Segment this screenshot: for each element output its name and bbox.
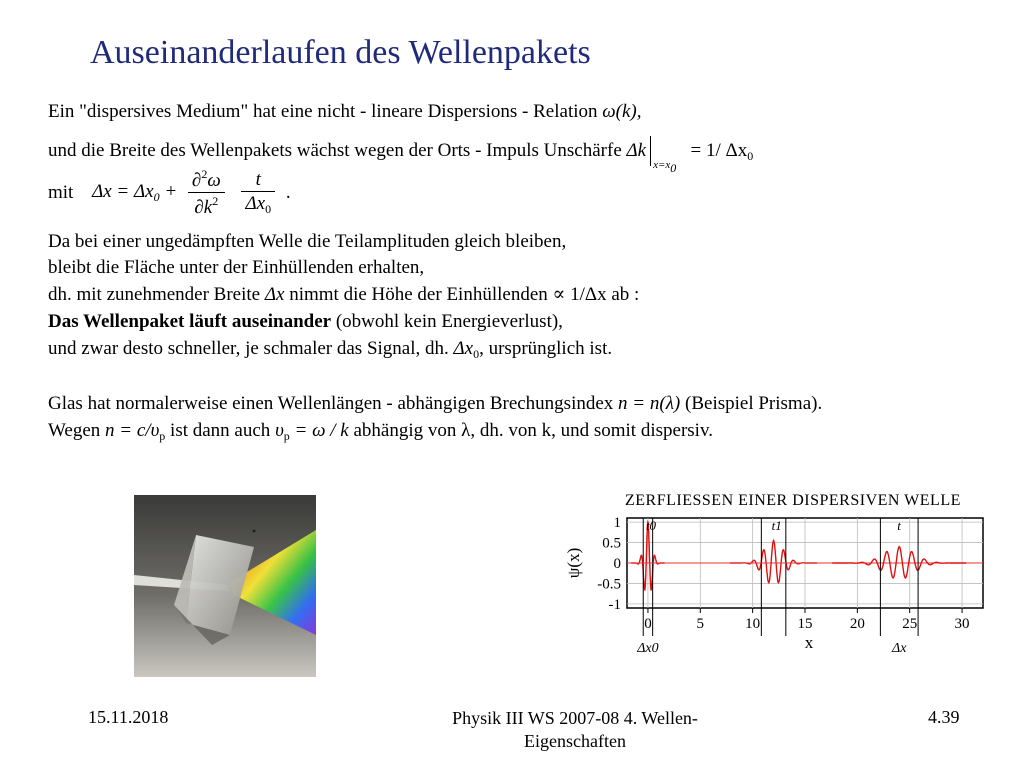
text-span: . [285, 182, 291, 203]
x-axis-label: x [804, 633, 814, 652]
math-delta-k: Δk [626, 140, 647, 161]
chart-svg [565, 490, 985, 660]
y-tick-label: -1 [608, 596, 621, 613]
math-refractive-index: n = n(λ) [618, 393, 681, 414]
wave-packet-t1 [730, 541, 817, 583]
page-title: Auseinanderlaufen des Wellenpakets [90, 34, 591, 71]
math-dispersion: ω(k), [602, 101, 642, 122]
packet-time-label: t0 [645, 518, 657, 533]
math-phase-velocity: υ [275, 420, 284, 441]
text-span: , ursprünglich ist. [479, 338, 613, 359]
text-line-10 [48, 421, 713, 442]
math-n-equals: n = c/υ [105, 420, 160, 441]
text-span: Ein "dispersives Medium" hat eine nicht - lineare Dispersions - Relation [48, 101, 598, 122]
y-tick-label: -0.5 [597, 576, 621, 593]
footer-course: Physik III WS 2007-08 4. Wellen-Eigenschaften [452, 708, 698, 751]
x-tick-label: 15 [797, 616, 813, 632]
text-line-4: Da bei einer ungedämpften Welle die Teilamplituden gleich bleiben, [48, 231, 567, 252]
x-tick-label: 25 [902, 616, 918, 632]
y-tick-label: 0 [613, 556, 621, 572]
delta-x-label: Δx [892, 641, 907, 656]
text-line-1 [48, 102, 642, 121]
footer-page-number: 4.39 [928, 707, 960, 727]
text-span: und zwar desto schneller, je schmaler das Signal, dh. [48, 338, 449, 359]
math-omega-over-k: = ω / k [294, 420, 349, 441]
text-line-9 [48, 394, 822, 413]
prism-photo [134, 495, 316, 677]
text-span: Glas hat normalerweise einen Wellenlängen - abhängigen Brechungsindex [48, 393, 614, 414]
math-inverse: = 1/ Δx [690, 140, 748, 161]
text-span: (obwohl kein Energieverlust), [335, 311, 563, 332]
text-span: und die Breite des Wellenpakets wächst wegen der Orts - Impuls Unschärfe [48, 140, 622, 161]
chart-title: ZERFLIESSEN EINER DISPERSIVEN WELLE [625, 492, 961, 509]
text-span: Wegen [48, 420, 101, 441]
text-line-3-formula [48, 168, 291, 217]
text-span: (Beispiel Prisma). [685, 393, 823, 414]
y-tick-label: 1 [613, 515, 621, 532]
math-eval-subscript: x=x0 [653, 159, 677, 175]
math-formula-lhs: $\Delta x = \Delta x_0$ + [92, 181, 178, 204]
text-line-6 [48, 285, 639, 304]
x-tick-label: 30 [954, 616, 970, 632]
x-tick-label: 0 [644, 616, 652, 632]
text-span: ist dann auch [170, 420, 271, 441]
x-tick-label: 10 [745, 616, 761, 632]
math-subscript: p [283, 429, 290, 443]
delta-x0-label: Δx0 [637, 641, 659, 656]
evaluation-bar [650, 136, 651, 166]
x-tick-label: 20 [849, 616, 865, 632]
math-delta-x0: Δx [453, 338, 474, 359]
text-line-7 [48, 312, 563, 331]
packet-time-label: t [897, 518, 901, 533]
math-subscript: 0 [473, 347, 480, 361]
text-span: mit [48, 182, 74, 203]
math-delta-x: Δx [264, 284, 285, 305]
x-tick-label: 5 [696, 616, 705, 632]
bold-statement: Das Wellenpaket läuft auseinander [48, 311, 332, 332]
packet-time-label: t1 [771, 518, 782, 533]
math-subscript: 0 [747, 149, 754, 163]
math-fraction-second-derivative: $\frac{\partial^2\omega}{\partial k^2}$ [188, 168, 225, 217]
text-span: abhängig von λ, dh. von k, und somit dispersiv. [353, 420, 713, 441]
text-line-8 [48, 339, 612, 360]
footer-date: 15.11.2018 [88, 707, 169, 727]
wave-packet-t [832, 547, 966, 578]
text-span: nimmt die Höhe der Einhüllenden ∝ 1/Δx ab : [289, 284, 640, 305]
wave-packet-chart [565, 490, 985, 660]
text-line-5: bleibt die Fläche unter der Einhüllenden erhalten, [48, 257, 425, 278]
y-tick-label: 0.5 [602, 535, 621, 552]
text-span: dh. mit zunehmender Breite [48, 284, 261, 305]
math-fraction-time: $\frac{t}{\Delta x_0}$ [241, 170, 275, 215]
math-subscript: p [159, 429, 166, 443]
y-axis-label: ψ(x) [565, 547, 583, 579]
